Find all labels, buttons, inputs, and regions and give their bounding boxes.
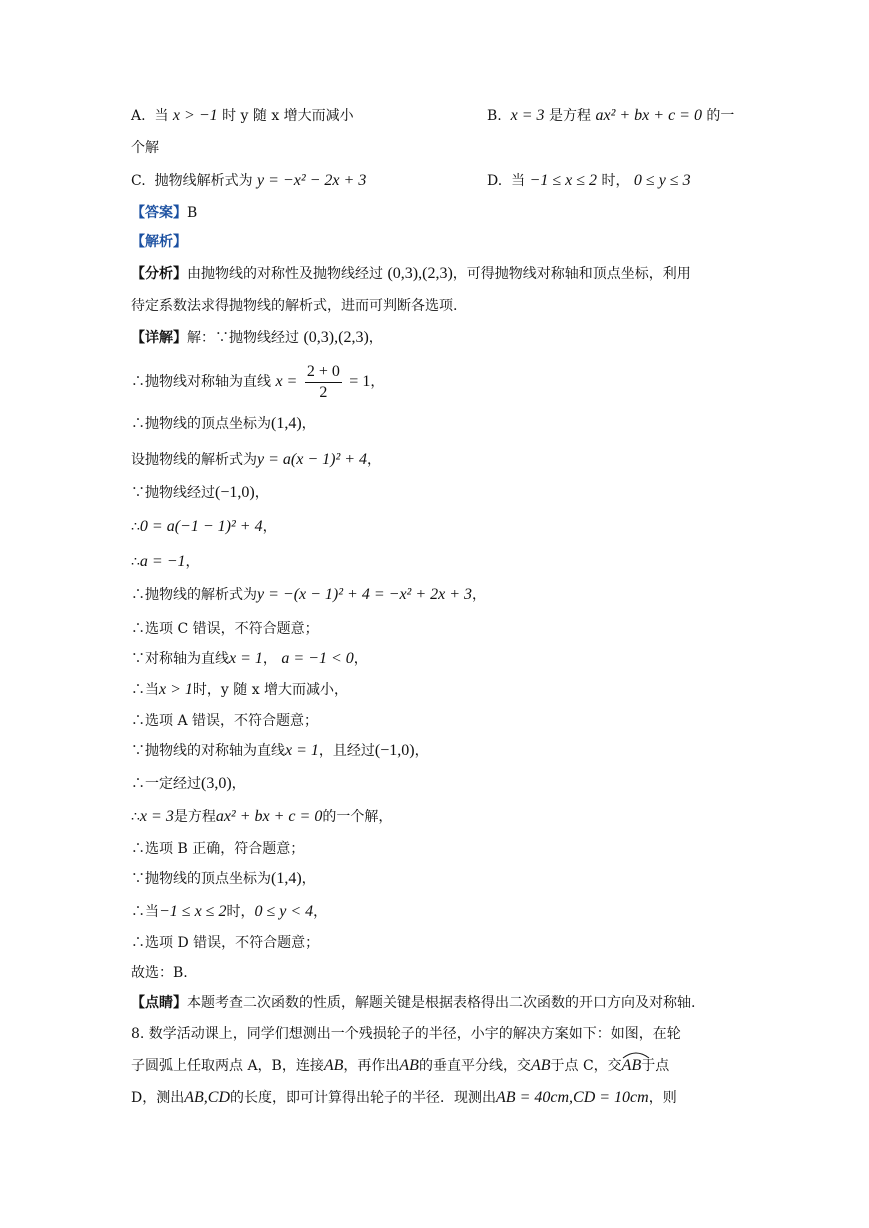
detail-l1-math: (0,3),(2,3) — [303, 329, 369, 346]
q8-l2-a: 子圆弧上任取两点 A，B，连接 — [131, 1058, 324, 1074]
detail-l3-math: (1,4) — [271, 415, 302, 432]
dianjing-line — [131, 992, 695, 1014]
detail-l13-text: ∵抛物线的对称轴为直线 — [131, 743, 285, 759]
option-a — [131, 105, 354, 127]
q8-l2-c: 的垂直平分线，交 — [418, 1058, 531, 1074]
answer-value: B — [187, 205, 198, 221]
detail-l14-math: (3,0) — [201, 775, 232, 792]
q8-l2-m4: AB — [621, 1057, 642, 1074]
option-c — [131, 170, 366, 192]
detail-line-8 — [131, 584, 486, 606]
detail-l18-math2: 0 ≤ y < 4 — [254, 903, 314, 920]
detail-l13-post: ， — [414, 743, 429, 759]
detail-line-18 — [131, 901, 327, 923]
detail-l4-text: 设抛物线的解析式为 — [131, 452, 257, 468]
option-a-math: x > −1 — [172, 107, 218, 124]
detail-line-5 — [131, 482, 269, 504]
detail-line-17 — [131, 868, 316, 890]
q8-line-2 — [131, 1055, 669, 1077]
detail-l18-post: ， — [313, 904, 328, 920]
option-b — [487, 105, 734, 127]
q8-l3-a: D，测出 — [131, 1090, 185, 1106]
detail-l13-math1: x = 1 — [285, 742, 319, 759]
detail-l18-mid: 时， — [226, 904, 255, 920]
detail-l18-math1: −1 ≤ x ≤ 2 — [159, 903, 227, 920]
option-b-math2: ax² + bx + c = 0 — [595, 107, 702, 124]
option-b-text: 是方程 — [549, 108, 592, 124]
option-d-text-mid: 时， — [601, 173, 630, 189]
detail-line-2 — [131, 360, 384, 404]
q8-l3-m1: AB,CD — [184, 1089, 231, 1106]
option-b-label: B. — [487, 108, 502, 124]
detail-l15-text: ∴ — [131, 809, 140, 825]
detail-l17-math: (1,4) — [271, 870, 302, 887]
detail-line-14 — [131, 773, 246, 795]
detail-l18-text: ∴当 — [131, 904, 159, 920]
detail-line-20: 故选：B. — [131, 965, 188, 981]
detail-l3-post: ， — [301, 416, 316, 432]
detail-l2-result: = 1 — [349, 373, 371, 390]
detail-line-15 — [131, 806, 392, 828]
option-a-text: 当 — [154, 108, 169, 124]
detail-line-10 — [131, 648, 368, 670]
q8-l2-b: ，再作出 — [343, 1058, 400, 1074]
detail-line-3 — [131, 413, 316, 435]
fraction-denominator: 2 — [319, 383, 328, 401]
detail-l1-post: ， — [368, 330, 383, 346]
detail-l11-math: x > 1 — [159, 681, 193, 698]
detail-l14-text: ∴一定经过 — [131, 776, 201, 792]
detail-l5-math: (−1,0) — [215, 484, 255, 501]
dianjing-text: 本题考查二次函数的性质，解题关键是根据表格得出二次函数的开口方向及对称轴. — [187, 995, 696, 1011]
fenxi-line-1 — [131, 263, 691, 285]
q8-line-3 — [131, 1087, 677, 1109]
detail-l6-post: ， — [262, 519, 277, 535]
fenxi-tag: 【分析】 — [131, 266, 187, 282]
fenxi-math: (0,3),(2,3) — [387, 265, 453, 282]
detail-line-1 — [131, 327, 383, 349]
detail-l5-post: ， — [254, 485, 269, 501]
detail-l13-mid: ，且经过 — [318, 743, 375, 759]
detail-l7-text: ∴ — [131, 554, 140, 570]
detail-l15-post: 的一个解， — [322, 809, 393, 825]
option-b-wrap: 个解 — [131, 140, 159, 156]
option-d-text: 当 — [511, 173, 526, 189]
detail-l10-sep: ， — [262, 651, 277, 667]
arc-ab — [622, 1055, 642, 1077]
q8-l2-m3: AB — [530, 1057, 551, 1074]
detail-l8-post: ， — [472, 587, 487, 603]
answer-line — [131, 202, 197, 224]
detail-l6-math: 0 = a(−1 − 1)² + 4 — [139, 518, 263, 535]
detail-l15-math2: ax² + bx + c = 0 — [215, 808, 323, 825]
detail-l4-math: y = a(x − 1)² + 4 — [257, 451, 368, 468]
detail-l15-math1: x = 3 — [139, 808, 174, 825]
detail-l7-post: ， — [185, 554, 200, 570]
q8-line-1: 8. 数学活动课上，同学们想测出一个残损轮子的半径，小宇的解决方案如下：如图，在轮 — [131, 1026, 681, 1042]
detail-l10-post: ， — [353, 651, 368, 667]
detail-l10-math1: x = 1 — [229, 650, 263, 667]
detail-line-9: ∴选项 C 错误，不符合题意； — [131, 621, 319, 637]
detail-l2-text: ∴抛物线对称轴为直线 — [131, 374, 271, 390]
detail-l15-mid: 是方程 — [173, 809, 216, 825]
option-d — [487, 170, 691, 192]
detail-tag: 【详解】 — [131, 330, 187, 346]
detail-l17-post: ， — [301, 871, 316, 887]
option-c-label: C. — [131, 173, 146, 189]
option-c-math: y = −x² − 2x + 3 — [257, 172, 367, 189]
option-c-text: 抛物线解析式为 — [154, 173, 253, 189]
detail-l10-math2: a = −1 < 0 — [281, 650, 354, 667]
detail-l11-text: ∴当 — [131, 682, 159, 698]
q8-l3-m2: AB = 40cm,CD = 10cm — [496, 1089, 649, 1106]
detail-l3-text: ∴抛物线的顶点坐标为 — [131, 416, 271, 432]
q8-l2-m2: AB — [399, 1057, 419, 1074]
detail-l11-post: 时，y 随 x 增大而减小， — [192, 682, 349, 698]
option-d-label: D. — [487, 173, 503, 189]
analysis-tag: 【解析】 — [131, 234, 187, 250]
q8-l3-b: 的长度，即可计算得出轮子的半径．现测出 — [230, 1090, 497, 1106]
option-a-label: A. — [131, 108, 146, 124]
detail-l7-math: a = −1 — [139, 553, 186, 570]
fraction — [305, 362, 342, 403]
detail-line-7 — [131, 551, 200, 573]
answer-tag: 【答案】 — [131, 205, 187, 221]
option-b-math1: x = 3 — [510, 107, 545, 124]
detail-line-11 — [131, 679, 348, 701]
q8-l2-e: 于点 — [641, 1058, 670, 1074]
detail-line-19: ∴选项 D 错误，不符合题意； — [131, 935, 320, 951]
detail-l4-post: ， — [367, 452, 382, 468]
option-d-math1: −1 ≤ x ≤ 2 — [529, 172, 598, 189]
dianjing-tag: 【点睛】 — [131, 995, 187, 1011]
detail-line-16: ∴选项 B 正确，符合题意； — [131, 841, 305, 857]
q8-l2-d: 于点 C，交 — [550, 1058, 622, 1074]
detail-l6-text: ∴ — [131, 519, 140, 535]
detail-line-12: ∴选项 A 错误，不符合题意； — [131, 713, 319, 729]
detail-l2-x: x = — [275, 373, 298, 390]
option-b-text-post: 的一 — [706, 108, 735, 124]
analysis-heading — [131, 231, 187, 253]
detail-l14-post: ， — [231, 776, 246, 792]
q8-l3-c: ，则 — [648, 1090, 677, 1106]
detail-l8-math: y = −(x − 1)² + 4 = −x² + 2x + 3 — [257, 586, 473, 603]
detail-l1-text: 解：∵抛物线经过 — [187, 330, 299, 346]
fenxi-text-post: ，可得抛物线对称轴和顶点坐标，利用 — [452, 266, 691, 282]
detail-l10-text: ∵对称轴为直线 — [131, 651, 229, 667]
detail-l13-math2: (−1,0) — [374, 742, 415, 759]
fenxi-text: 由抛物线的对称性及抛物线经过 — [187, 266, 383, 282]
fraction-numerator: 2 + 0 — [305, 362, 342, 383]
detail-l5-text: ∵抛物线经过 — [131, 485, 215, 501]
detail-l2-end: ， — [370, 374, 385, 390]
detail-line-4 — [131, 449, 381, 471]
detail-line-13 — [131, 740, 429, 762]
arc-icon — [622, 1051, 650, 1059]
fenxi-line-2: 待定系数法求得抛物线的解析式，进而可判断各选项. — [131, 298, 458, 314]
detail-line-6 — [131, 516, 277, 538]
q8-l2-m1: AB — [323, 1057, 344, 1074]
detail-l17-text: ∵抛物线的顶点坐标为 — [131, 871, 271, 887]
option-d-math2: 0 ≤ y ≤ 3 — [633, 172, 691, 189]
option-a-text-post: 时 y 随 x 增大而减小 — [222, 108, 354, 124]
detail-l8-text: ∴抛物线的解析式为 — [131, 587, 257, 603]
